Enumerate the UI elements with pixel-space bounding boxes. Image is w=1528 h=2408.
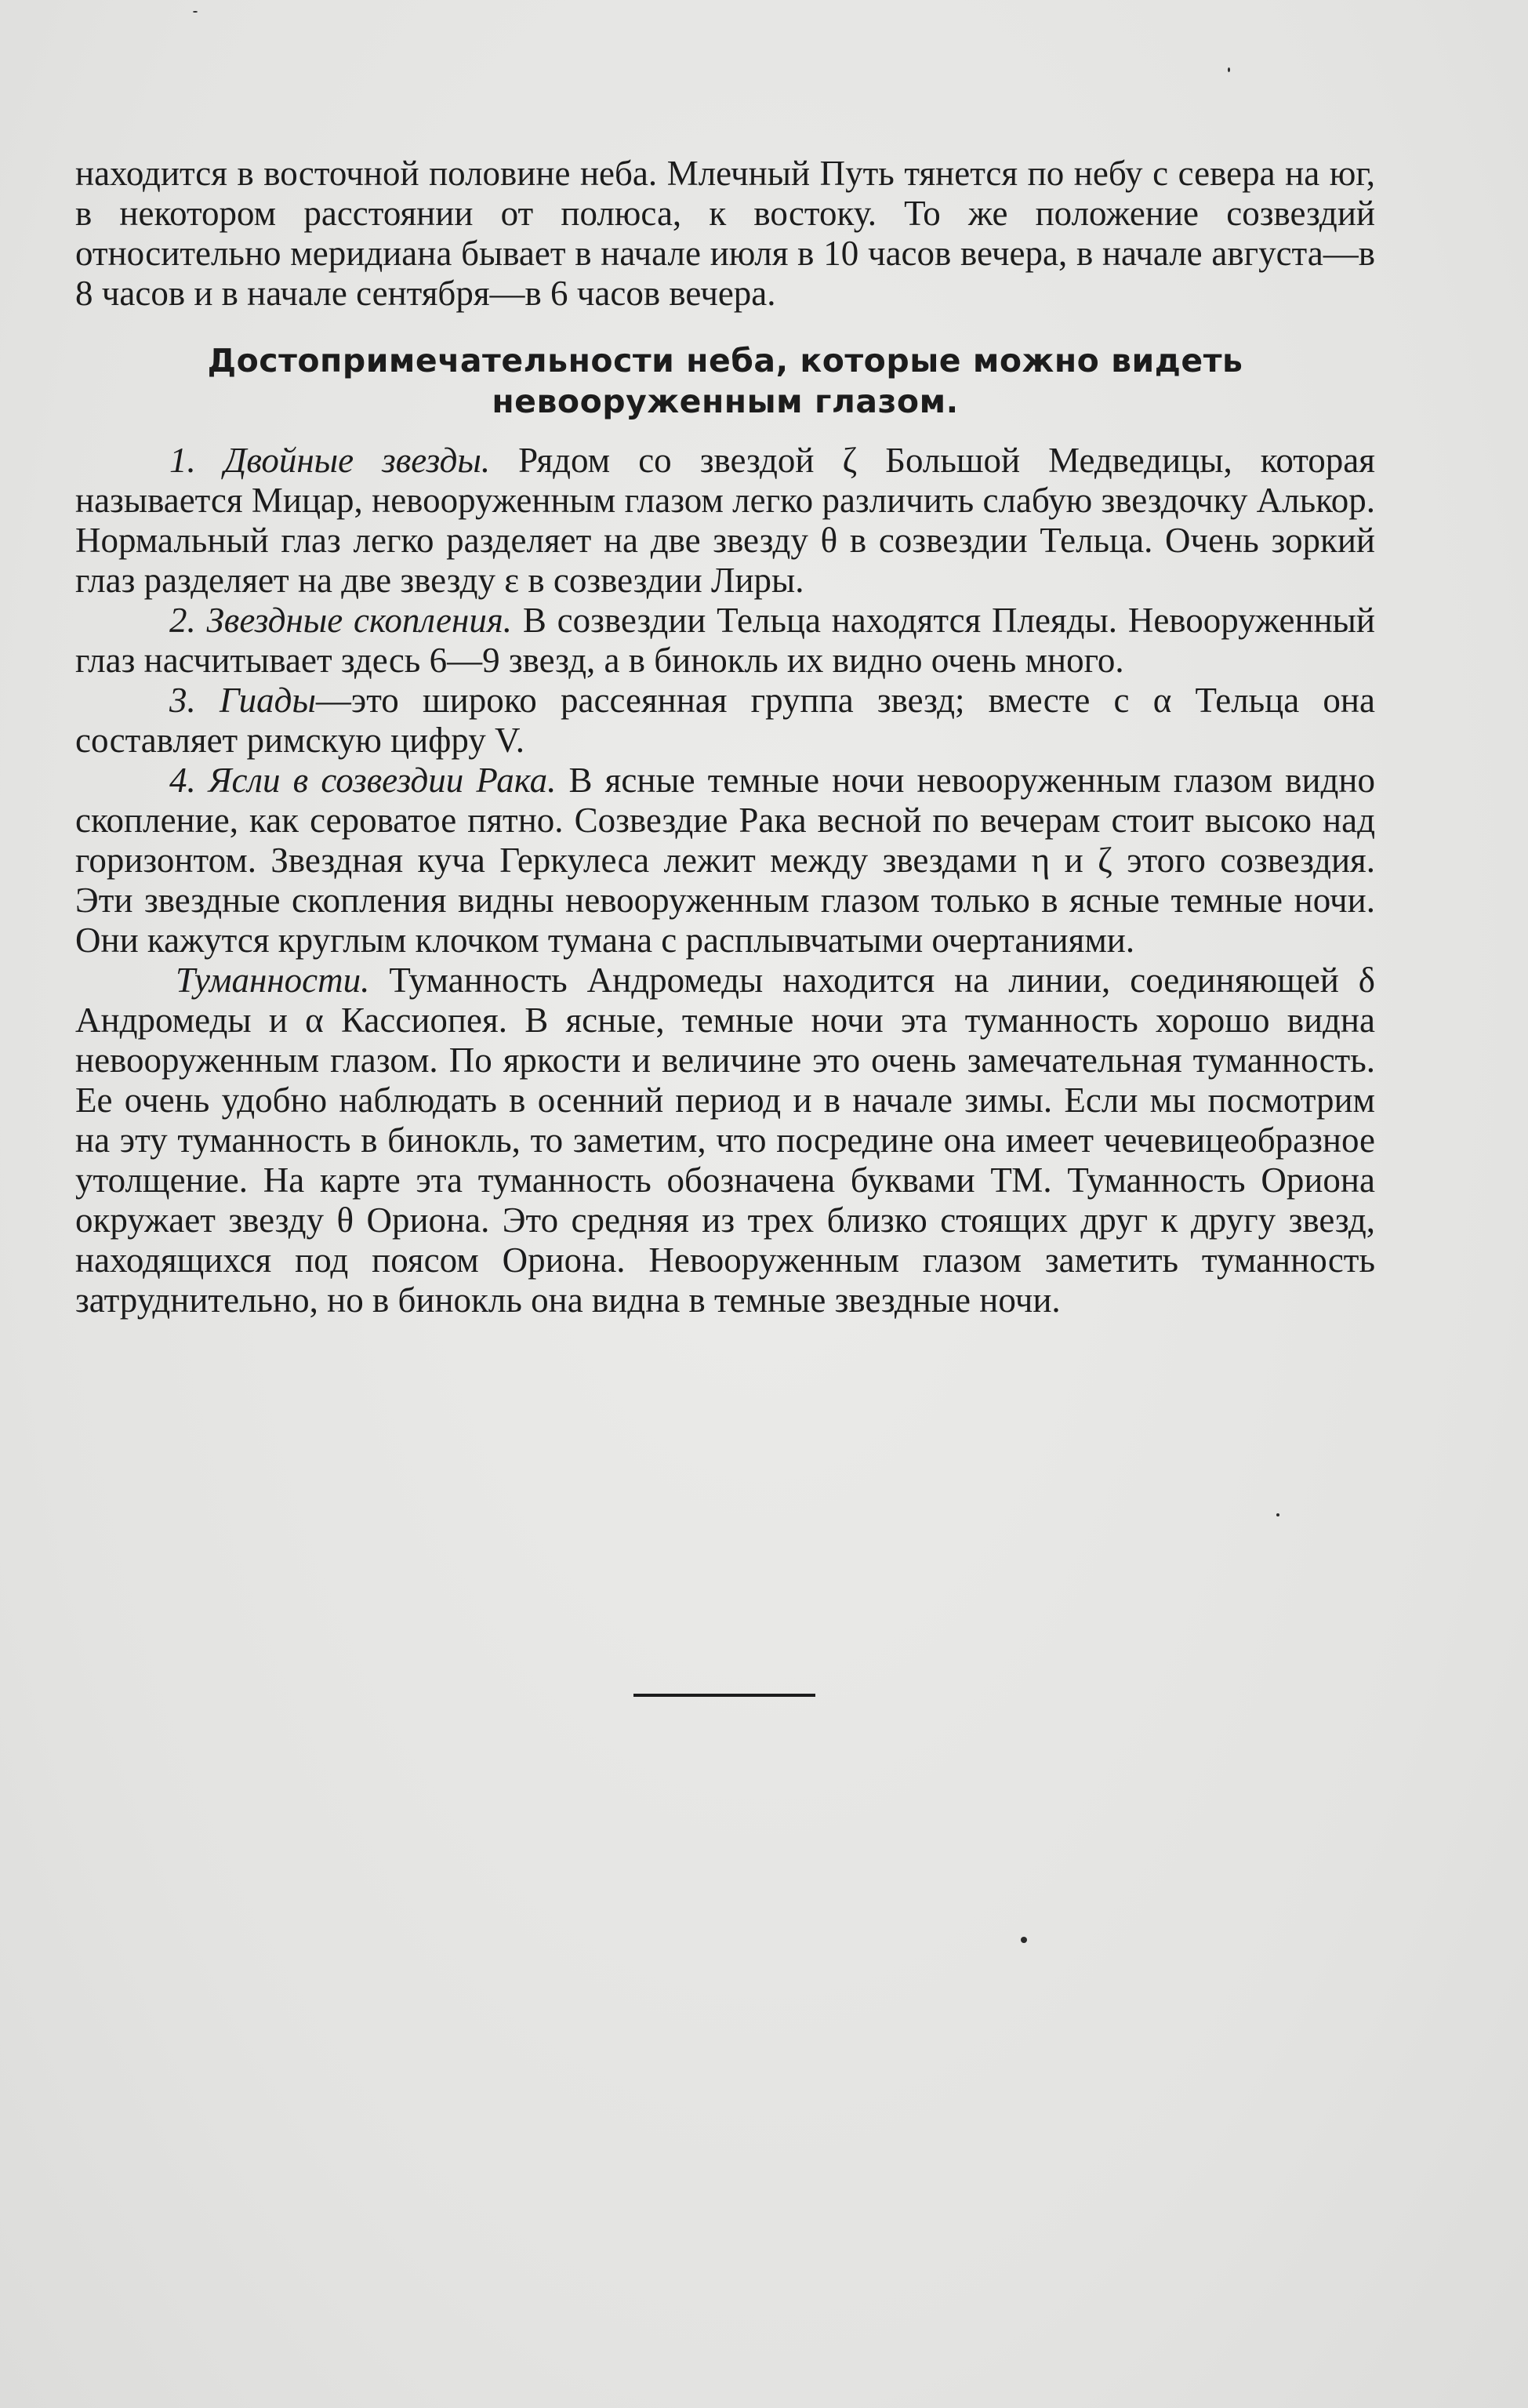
paragraph-body: Туманность Андромеды находится на линии, соединяющей δ Андромеды и α Кассиопея. В ясные, темные ночи эта туманность хорошо видна невооруженным глазом. По яркости и величине это очень замечательная туманность. Ее очень удобно наблюдать в осенний период и в начале зимы. Если мы посмотрим на эту туманность в бинокль, то заметим, что посредине она имеет чечевицеобразное утолщение. На карте эта туманность обозначена буквами ТМ. Туманность Ориона окружает звезду θ Ориона. Это средняя из трех близко стоящих друг к другу звезд, находящихся под поясом Ориона. Невооруженным глазом заметить туманность затруднительно, но в бинокль она видна в темные звездные ночи. <box>75 961 1375 1320</box>
text-column <box>75 154 1375 1320</box>
print-speck <box>193 11 198 13</box>
paragraph-body: В ясные темные ночи невооруженным глазом видно скопление, как сероватое пятно. Созвездие Рака весной по вечерам стоит высоко над горизонтом. Звездная куча Геркулеса лежит между звездами η и ζ этого созвездия. Эти звездные скопления видны невооруженным глазом только в ясные темные ночи. Они кажутся круглым клочком тумана с расплывчатыми очертаниями. <box>75 761 1375 960</box>
paragraph-title: Туманности. <box>176 961 370 1000</box>
paragraph-nebulae <box>75 961 1375 1320</box>
intro-paragraph: находится в восточной половине неба. Млечный Путь тянется по небу с севера на юг, в некотором расстоянии от полюса, к востоку. То же положение созвездий относительно меридиана бывает в начале июля в 10 часов вечера, в начале августа—в 8 часов и в начале сентября—в 6 часов вечера. <box>75 154 1375 313</box>
print-speck <box>1021 1937 1027 1943</box>
paragraph-title: 1. Двойные звезды. <box>169 441 491 480</box>
print-speck <box>1276 1513 1279 1516</box>
section-heading <box>75 340 1375 422</box>
heading-line-1: Достопримечательности неба, которые можно видеть <box>207 342 1243 380</box>
heading-line-2: невооруженным глазом. <box>492 383 959 420</box>
paragraph-body: Рядом со звездой ζ Большой Медведицы, которая называется Мицар, невооруженным глазом легко различить слабую звездочку Алькор. Нормальный глаз легко разделяет на две звезду θ в созвездии Тельца. Очень зоркий глаз разделяет на две звезду ε в созвездии Лиры. <box>75 441 1375 600</box>
paragraph-title: 3. Гиады <box>169 681 316 720</box>
paragraph-star-clusters <box>75 601 1375 681</box>
paragraph-praesepe <box>75 761 1375 961</box>
paragraph-double-stars <box>75 441 1375 601</box>
paragraph-title: 2. Звездные скопления. <box>169 601 513 640</box>
paragraph-body: —это широко рассеянная группа звезд; вместе с α Тельца она составляет римскую цифру V. <box>75 681 1375 760</box>
paragraph-title: 4. Ясли в созвездии Рака. <box>169 761 557 800</box>
end-rule <box>633 1694 815 1697</box>
print-speck <box>1228 67 1230 72</box>
paragraph-hyades <box>75 681 1375 761</box>
paragraph-body: В созвездии Тельца находятся Плеяды. Невооруженный глаз насчитывает здесь 6—9 звезд, а в бинокль их видно очень много. <box>75 601 1375 680</box>
